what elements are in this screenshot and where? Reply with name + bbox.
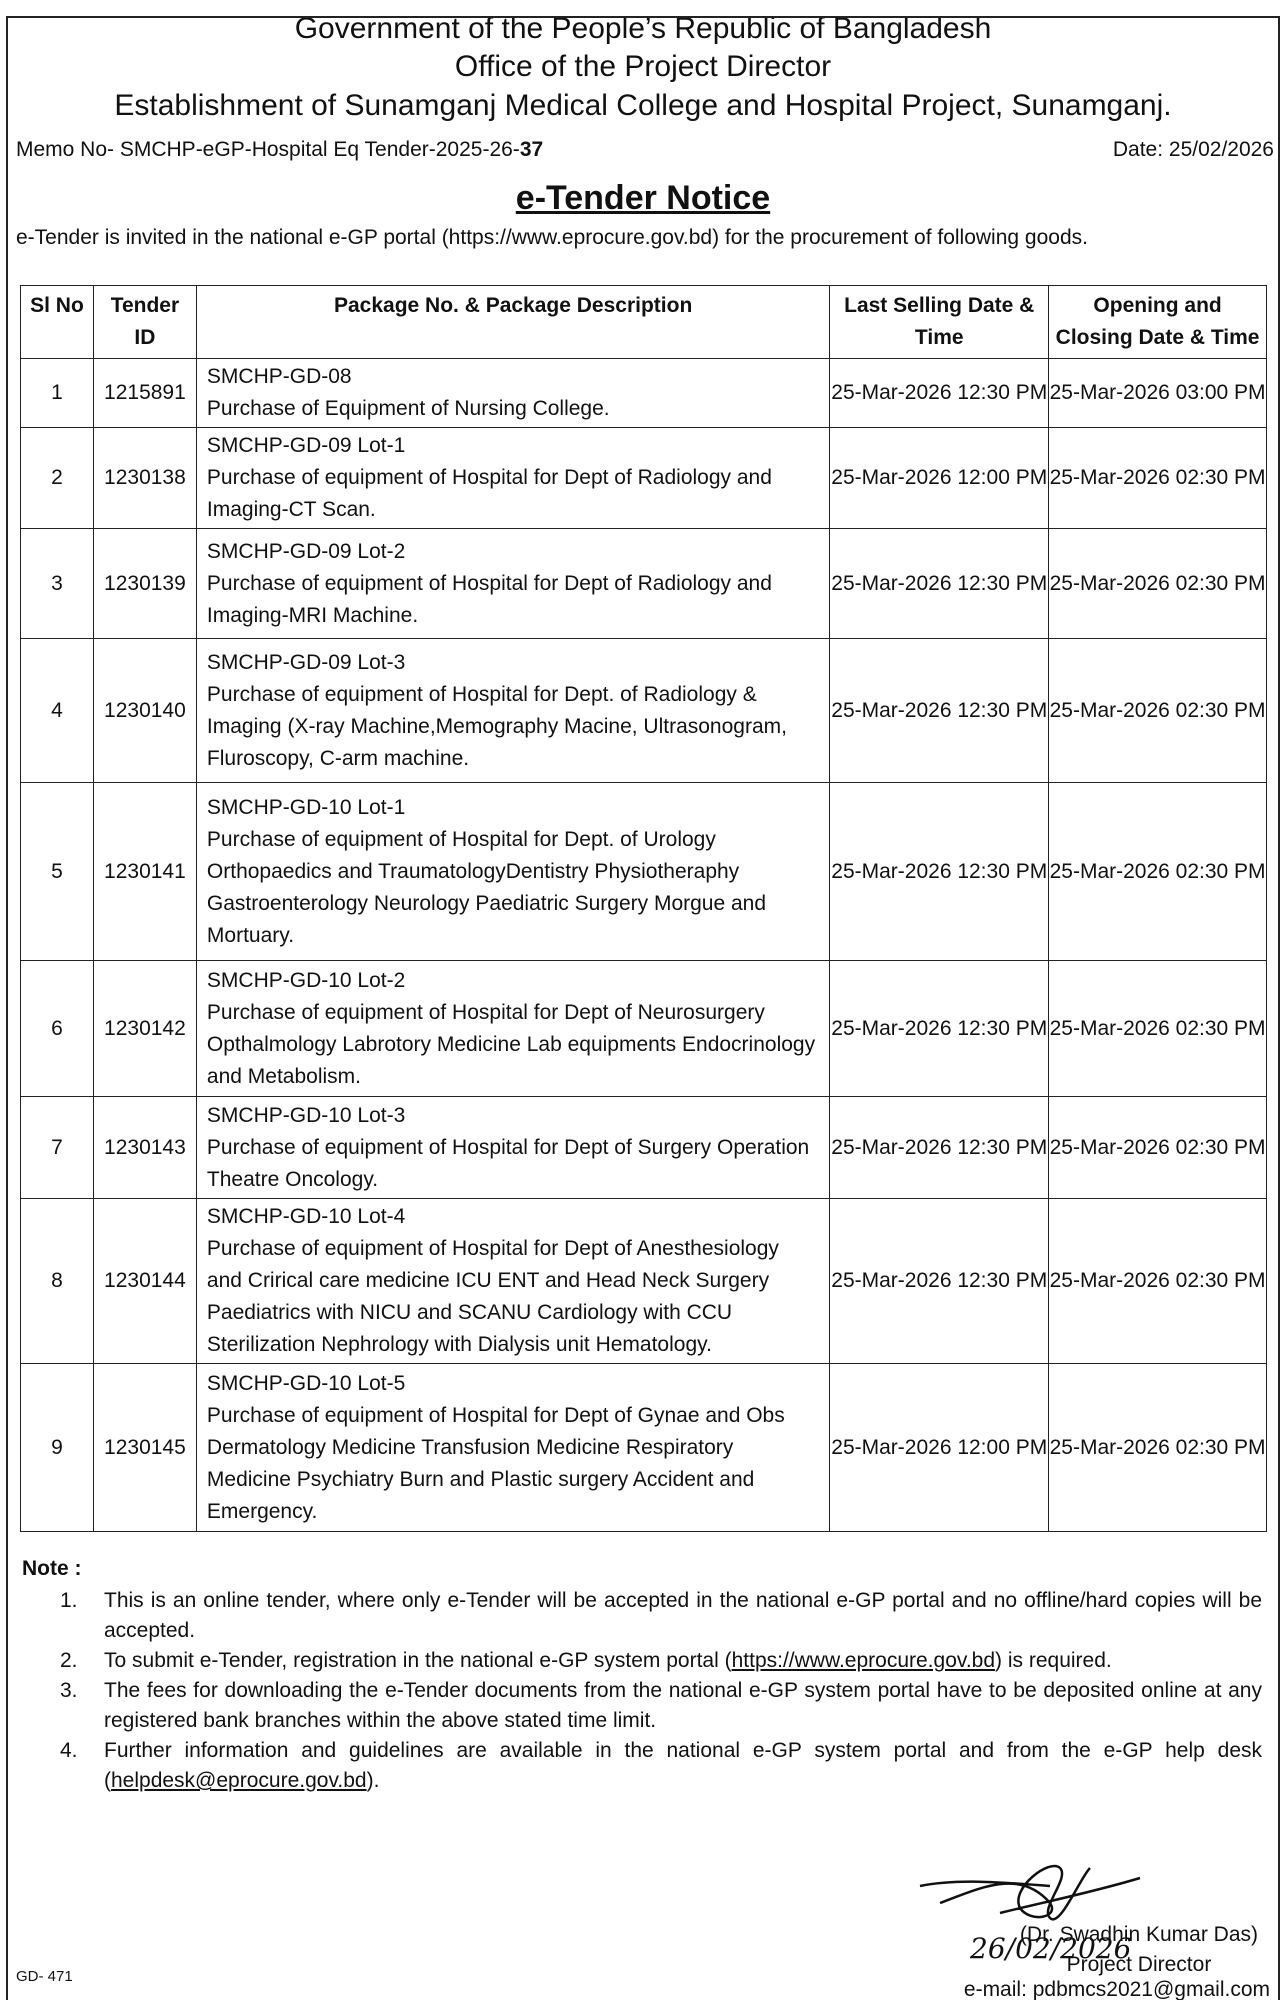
table-header-row — [21, 286, 1267, 359]
table-row — [21, 1199, 1267, 1364]
note-text — [104, 1736, 1262, 1796]
note-item — [22, 1676, 1262, 1736]
cell-tender-id: 1230141 — [93, 783, 196, 961]
cell-tender-id: 1230139 — [93, 529, 196, 639]
package-description: Purchase of Equipment of Nursing College. — [206, 397, 610, 420]
package-description: Purchase of equipment of Hospital for Dept of Gynae and Obs Dermatology Medicine Transfusion Medicine Respiratory Medicine Psychiatry Burn and Plastic surgery Accident and Emergency. — [206, 1403, 785, 1523]
note-text: This is an online tender, where only e-Tender will be accepted in the national e-GP portal and no offline/hard copies will be accepted. — [104, 1589, 1262, 1642]
table-row — [21, 428, 1267, 529]
header-tender-id: Tender ID — [93, 286, 196, 359]
header-project: Establishment of Sunamganj Medical College and Hospital Project, Sunamganj. — [114, 89, 1172, 122]
cell-package — [196, 428, 829, 529]
signatory-block — [1020, 1920, 1258, 1980]
signatory-name: (Dr. Swadhin Kumar Das) — [1019, 1923, 1258, 1946]
table-row — [21, 529, 1267, 639]
cell-opening-date: 25-Mar-2026 02:30 PM — [1049, 639, 1267, 783]
note-item — [22, 1586, 1262, 1646]
memo-date: Date: 25/02/2026 — [1112, 138, 1274, 161]
note-number: 4. — [60, 1739, 78, 1762]
tender-table — [20, 285, 1267, 1532]
cell-tender-id: 1230143 — [93, 1097, 196, 1199]
note-text: The fees for downloading the e-Tender documents from the national e-GP system portal have to be deposited online at any registered bank branches within the above stated time limit. — [104, 1679, 1262, 1732]
cell-sl: 8 — [21, 1199, 94, 1364]
note-text-part: Further information and guidelines are available in the national e-GP system portal and from the e-GP help desk ( — [104, 1739, 1262, 1792]
cell-sl: 5 — [21, 783, 94, 961]
package-number: SMCHP-GD-10 Lot-5 — [206, 1371, 406, 1395]
cell-package — [196, 1097, 829, 1199]
cell-selling-date: 25-Mar-2026 12:00 PM — [830, 1364, 1049, 1532]
header-office: Office of the Project Director — [454, 50, 832, 83]
memo-serial: 37 — [519, 138, 544, 161]
note-item — [22, 1646, 1262, 1676]
cell-sl: 7 — [21, 1097, 94, 1199]
cell-sl: 4 — [21, 639, 94, 783]
page-title: e-Tender Notice — [515, 179, 771, 217]
cell-selling-date: 25-Mar-2026 12:30 PM — [830, 529, 1049, 639]
cell-tender-id: 1230144 — [93, 1199, 196, 1364]
package-description: Purchase of equipment of Hospital for Dept. of Radiology & Imaging (X-ray Machine,Memography Macine, Ultrasonogram, Fluroscopy, C-arm machine. — [206, 682, 787, 770]
cell-sl: 6 — [21, 961, 94, 1097]
notes-section — [22, 1554, 1262, 1796]
header-package: Package No. & Package Description — [196, 286, 829, 359]
cell-selling-date: 25-Mar-2026 12:30 PM — [830, 783, 1049, 961]
package-number: SMCHP-GD-08 — [206, 365, 352, 388]
cell-selling-date: 25-Mar-2026 12:30 PM — [830, 359, 1049, 428]
cell-tender-id: 1230138 — [93, 428, 196, 529]
package-number: SMCHP-GD-10 Lot-4 — [206, 1205, 406, 1228]
cell-selling-date: 25-Mar-2026 12:00 PM — [830, 428, 1049, 529]
package-number: SMCHP-GD-09 Lot-1 — [206, 434, 406, 457]
cell-tender-id: 1215891 — [93, 359, 196, 428]
signature-handwritten-date: 26/02/2026 — [970, 1932, 1132, 1965]
note-number: 1. — [60, 1589, 78, 1612]
cell-opening-date: 25-Mar-2026 02:30 PM — [1049, 529, 1267, 639]
package-number: SMCHP-GD-09 Lot-2 — [206, 539, 406, 563]
cell-package — [196, 359, 829, 428]
package-description: Purchase of equipment of Hospital for Dept. of Urology Orthopaedics and TraumatologyDentistry Physiotheraphy Gastroenterology Neurology Paediatric Surgery Morgue and Mortuary. — [206, 827, 767, 947]
package-number: SMCHP-GD-10 Lot-2 — [206, 968, 406, 992]
note-text-part: ). — [366, 1769, 380, 1792]
intro-text: e-Tender is invited in the national e-GP portal (https://www.eprocure.gov.bd) for the procurement of following goods. — [16, 226, 1088, 249]
cell-opening-date: 25-Mar-2026 02:30 PM — [1049, 961, 1267, 1097]
package-description: Purchase of equipment of Hospital for Dept of Radiology and Imaging-CT Scan. — [206, 466, 772, 521]
table-row — [21, 1097, 1267, 1199]
cell-opening-date: 25-Mar-2026 02:30 PM — [1049, 1097, 1267, 1199]
cell-package — [196, 1199, 829, 1364]
cell-opening-date: 25-Mar-2026 03:00 PM — [1049, 359, 1267, 428]
package-number: SMCHP-GD-10 Lot-3 — [206, 1103, 406, 1127]
cell-sl: 3 — [21, 529, 94, 639]
package-description: Purchase of equipment of Hospital for Dept of Radiology and Imaging-MRI Machine. — [206, 571, 772, 627]
cell-package — [196, 1364, 829, 1532]
cell-package — [196, 529, 829, 639]
header-government: Government of the People’s Republic of Bangladesh — [294, 12, 992, 45]
cell-package — [196, 639, 829, 783]
cell-tender-id: 1230142 — [93, 961, 196, 1097]
cell-package — [196, 961, 829, 1097]
table-row — [21, 1364, 1267, 1532]
package-description: Purchase of equipment of Hospital for Dept of Neurosurgery Opthalmology Labrotory Medicine Lab equipments Endocrinology and Metabolism. — [206, 1000, 816, 1088]
note-text-part: ) is required. — [995, 1649, 1112, 1672]
cell-opening-date: 25-Mar-2026 02:30 PM — [1049, 1364, 1267, 1532]
cell-tender-id: 1230145 — [93, 1364, 196, 1532]
cell-selling-date: 25-Mar-2026 12:30 PM — [830, 1097, 1049, 1199]
header-opening-date: Opening and Closing Date & Time — [1049, 286, 1267, 359]
signatory-designation: Project Director — [1066, 1953, 1212, 1976]
note-number: 3. — [60, 1679, 78, 1702]
memo-prefix: Memo No- SMCHP-eGP-Hospital Eq Tender-2025-26- — [16, 138, 520, 161]
notes-list — [22, 1586, 1262, 1796]
cell-selling-date: 25-Mar-2026 12:30 PM — [830, 639, 1049, 783]
cell-selling-date: 25-Mar-2026 12:30 PM — [830, 961, 1049, 1097]
header-selling-date: Last Selling Date & Time — [830, 286, 1049, 359]
signatory-email: e-mail: pdbmcs2021@gmail.com — [963, 1978, 1270, 2000]
table-row — [21, 359, 1267, 428]
package-number: SMCHP-GD-10 Lot-1 — [206, 795, 406, 819]
package-description: Purchase of equipment of Hospital for Dept of Surgery Operation Theatre Oncology. — [206, 1135, 810, 1191]
cell-selling-date: 25-Mar-2026 12:30 PM — [830, 1199, 1049, 1364]
cell-sl: 9 — [21, 1364, 94, 1532]
table-row — [21, 783, 1267, 961]
cell-opening-date: 25-Mar-2026 02:30 PM — [1049, 783, 1267, 961]
header-sl: Sl No — [21, 286, 94, 359]
package-number: SMCHP-GD-09 Lot-3 — [206, 650, 406, 674]
note-text — [104, 1646, 1262, 1676]
cell-opening-date: 25-Mar-2026 02:30 PM — [1049, 428, 1267, 529]
cell-opening-date: 25-Mar-2026 02:30 PM — [1049, 1199, 1267, 1364]
package-description: Purchase of equipment of Hospital for Dept of Anesthesiology and Crirical care medicine ICU ENT and Head Neck Surgery Paediatrics with NICU and SCANU Cardiology with CCU Sterilization Nephrology with Dialysis unit Hematology. — [206, 1237, 779, 1356]
table-row — [21, 639, 1267, 783]
note-number: 2. — [60, 1649, 78, 1672]
note-link[interactable]: helpdesk@eprocure.gov.bd — [111, 1769, 367, 1792]
footer-code: GD- 471 — [16, 1968, 73, 1985]
note-item — [22, 1736, 1262, 1796]
cell-tender-id: 1230140 — [93, 639, 196, 783]
notes-title: Note : — [22, 1557, 82, 1580]
cell-package — [196, 783, 829, 961]
cell-sl: 2 — [21, 428, 94, 529]
cell-sl: 1 — [21, 359, 94, 428]
table-row — [21, 961, 1267, 1097]
note-link[interactable]: https://www.eprocure.gov.bd — [731, 1649, 996, 1672]
note-text-part: To submit e-Tender, registration in the national e-GP system portal ( — [104, 1649, 732, 1672]
